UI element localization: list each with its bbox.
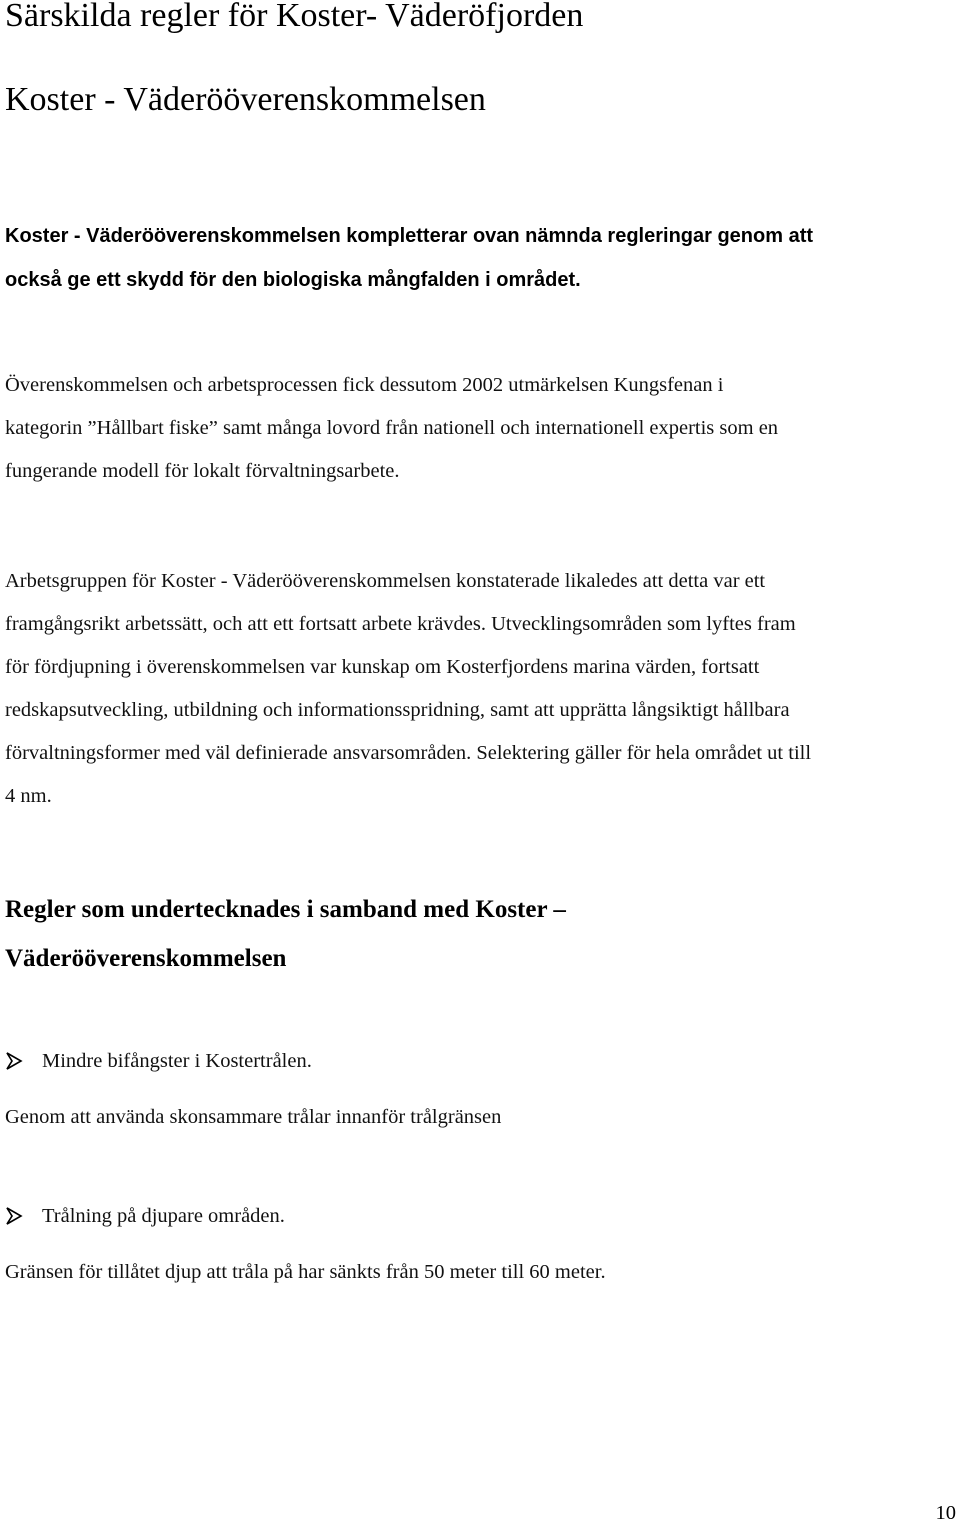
rule-bullet-item (5, 1046, 312, 1076)
section-heading-line: Regler som undertecknades i samband med Koster – (5, 896, 566, 923)
rule-bullet-text: Mindre bifångster i Kostertrålen. (42, 1050, 312, 1072)
arrow-bullet-icon (5, 1207, 23, 1225)
document-subtitle: Koster - Väderööverenskommelsen (5, 81, 486, 118)
lead-line: också ge ett skydd för den biologiska mångfalden i området. (5, 269, 581, 291)
paragraph-line: förvaltningsformer med väl definierade ansvarsområden. Selektering gäller för hela området ut till (5, 742, 812, 764)
paragraph-line: framgångsrikt arbetssätt, och att ett fortsatt arbete krävdes. Utvecklingsområden som lyftes fram (5, 613, 796, 635)
paragraph-line: för fördjupning i överenskommelsen var kunskap om Kosterfjordens marina värden, fortsatt (5, 656, 760, 678)
rule-bullet-item (5, 1201, 285, 1231)
paragraph-line: redskapsutveckling, utbildning och informationsspridning, samt att upprätta långsiktigt hållbara (5, 699, 790, 721)
paragraph-line: Överenskommelsen och arbetsprocessen fick dessutom 2002 utmärkelsen Kungsfenan i (5, 374, 724, 396)
paragraph-line: kategorin ”Hållbart fiske” samt många lovord från nationell och internationell expertis som en (5, 417, 779, 439)
paragraph-line: 4 nm. (5, 785, 52, 807)
rule-detail: Genom att använda skonsammare trålar innanför trålgränsen (5, 1106, 502, 1128)
page-number: 10 (935, 1502, 956, 1524)
arrow-bullet-icon (5, 1052, 23, 1070)
rule-detail: Gränsen för tillåtet djup att tråla på har sänkts från 50 meter till 60 meter. (5, 1261, 606, 1283)
rule-bullet-text: Trålning på djupare områden. (42, 1205, 285, 1227)
paragraph-line: Arbetsgruppen för Koster - Väderööverenskommelsen konstaterade likaledes att detta var ett (5, 570, 766, 592)
paragraph-working-group (5, 560, 811, 818)
paragraph-line: fungerande modell för lokalt förvaltningsarbete. (5, 460, 400, 482)
lead-line: Koster - Väderööverenskommelsen kompletterar ovan nämnda regleringar genom att (5, 225, 814, 247)
section-heading (5, 885, 566, 983)
section-heading-line: Väderööverenskommelsen (5, 945, 287, 972)
paragraph-award (5, 364, 778, 493)
document-title: Särskilda regler för Koster- Väderöfjorden (5, 0, 584, 34)
lead-paragraph (5, 214, 955, 302)
